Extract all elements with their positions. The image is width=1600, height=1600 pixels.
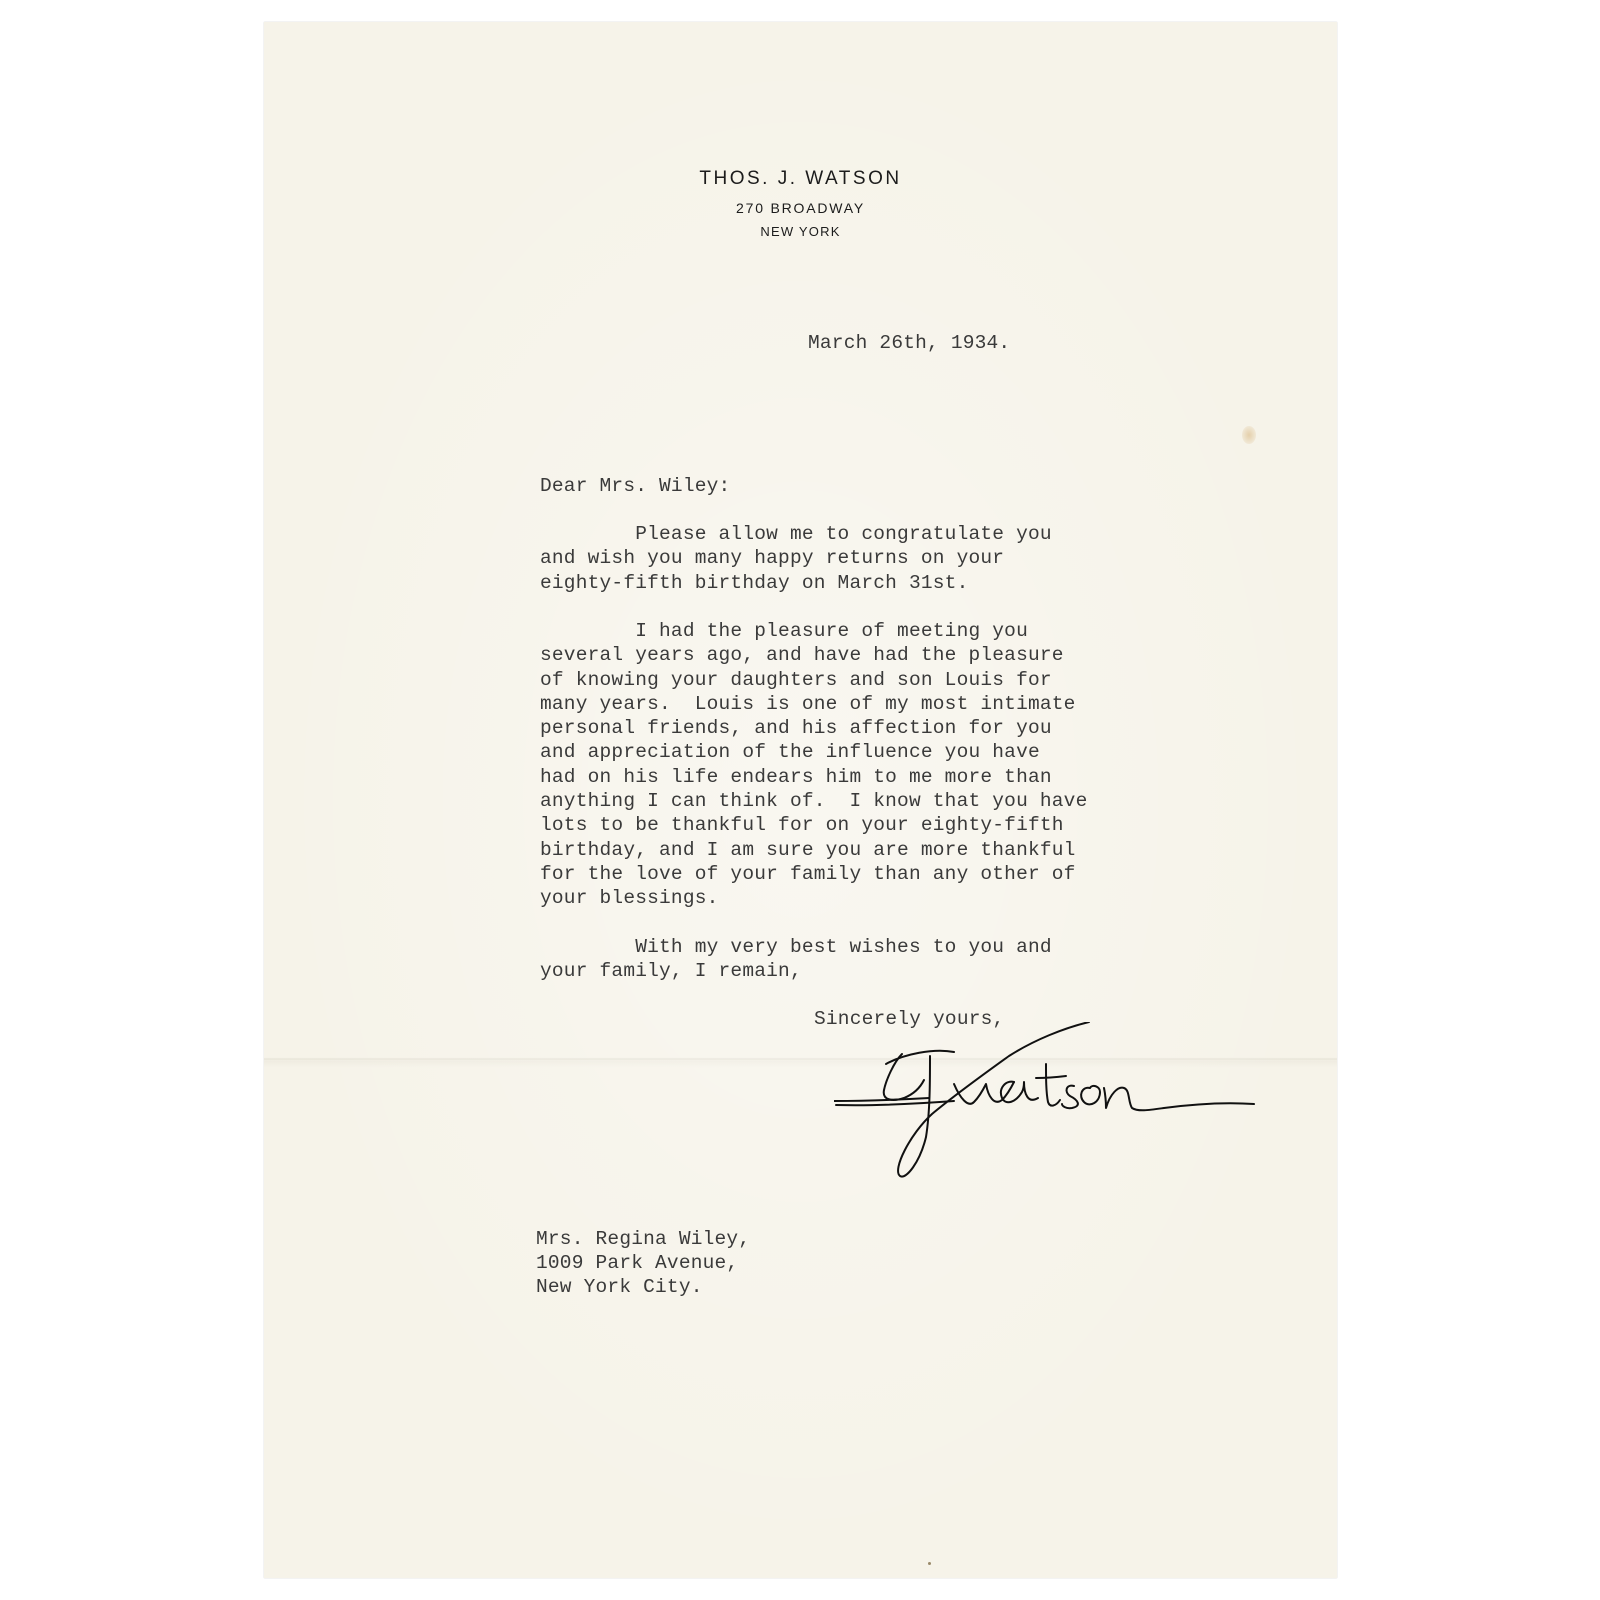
letter-date: March 26th, 1934. [808,332,1011,354]
letterhead-city: NEW YORK [760,224,841,239]
recipient-city: New York City. [536,1276,703,1298]
paper-stain [1242,426,1256,444]
body-paragraph-3: With my very best wishes to you and your family, I remain, [540,936,1052,983]
recipient-name: Mrs. Regina Wiley, [536,1228,751,1250]
letterhead-address: 270 BROADWAY [736,200,865,216]
letter-sheet [264,22,1337,1578]
salutation: Dear Mrs. Wiley: [540,475,731,497]
paper-speck [928,1562,931,1565]
letterhead-name: THOS. J. WATSON [699,168,902,189]
recipient-street: 1009 Park Avenue, [536,1252,739,1274]
signature-image [834,1022,1274,1192]
closing: Sincerely yours, [814,1008,1005,1030]
body-paragraph-2: I had the pleasure of meeting you several years ago, and have had the pleasure of knowing your daughters and son Louis for many years. Louis is one of my most intimate personal friends, and his affection for you and appreciation of the influence you have had on his life endears him to me more than anything I can think of. I know that you have lots to be thankful for on your eighty-fifth birthday, and I am sure you are more thankful for the love of your family than any other of your blessings. [540,620,1088,910]
body-paragraph-1: Please allow me to congratulate you and wish you many happy returns on your eighty-fifth birthday on March 31st. [540,523,1052,594]
